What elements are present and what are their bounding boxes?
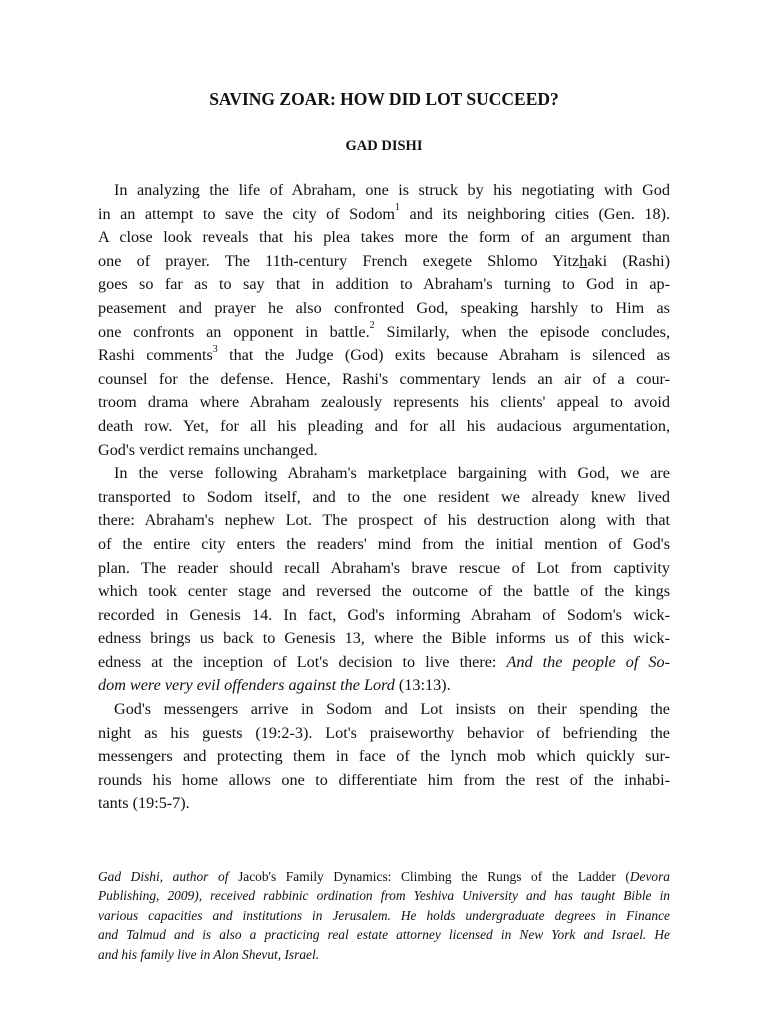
text-line: night as his guests (19:2-3). Lot's praiseworthy behavior of befriending the bbox=[98, 723, 670, 742]
paragraph-1 bbox=[98, 179, 670, 462]
author-note-line: Gad Dishi, author of Jacob's Family Dynamics: Climbing the Rungs of the Ladder (Devora bbox=[98, 869, 671, 884]
text-line: troom drama where Abraham zealously represents his clients' appeal to avoid bbox=[98, 393, 670, 412]
text-line: in an attempt to save the city of Sodom$^1$ and its neighboring cities (Gen. 18). bbox=[98, 202, 671, 223]
text-line: dom were very evil offenders against the Lord (13:13). bbox=[98, 676, 451, 695]
text-line: one of prayer. The 11th-century French exegete Shlomo Yitzhaki (Rashi) bbox=[98, 251, 670, 270]
footnote-mark: 1 bbox=[395, 202, 401, 214]
text-line: edness at the inception of Lot's decision to live there: And the people of So- bbox=[98, 652, 670, 671]
text-line: goes so far as to say that in addition to Abraham's turning to God in ap- bbox=[98, 275, 670, 294]
author-note-line: Publishing, 2009), received rabbinic ordination from Yeshiva University and has taught Bible in bbox=[98, 888, 670, 904]
article-title: SAVING ZOAR: HOW DID LOT SUCCEED? bbox=[209, 89, 559, 109]
text-line: tants (19:5-7). bbox=[98, 794, 190, 813]
text-line: plan. The reader should recall Abraham's brave rescue of Lot from captivity bbox=[98, 558, 670, 577]
paragraph-2 bbox=[98, 462, 670, 698]
author-note bbox=[98, 867, 670, 964]
article-body bbox=[98, 179, 670, 816]
text-line: recorded in Genesis 14. In fact, God's informing Abraham of Sodom's wick- bbox=[98, 605, 670, 624]
text-line: there: Abraham's nephew Lot. The prospect of his destruction along with that bbox=[98, 511, 670, 530]
quotation: dom were very evil offenders against the Lord bbox=[98, 676, 395, 695]
text-line: of the entire city enters the readers' mind from the initial mention of God's bbox=[98, 534, 670, 553]
footnote-mark: 3 bbox=[212, 343, 218, 355]
text-line: God's verdict remains unchanged. bbox=[98, 440, 318, 459]
text-line: rounds his home allows one to differentiate him from the rest of the inhabi- bbox=[98, 770, 670, 789]
text-line: peasement and prayer he also confronted God, speaking harshly to Him as bbox=[98, 298, 670, 317]
text-line: one confronts an opponent in battle.$^2$ Similarly, when the episode concludes, bbox=[98, 320, 670, 341]
article-author: GAD DISHI bbox=[345, 138, 423, 154]
author-note-line: and Talmud and is also a practicing real estate attorney licensed in New York and Israel. He bbox=[98, 927, 670, 943]
text-line: A close look reveals that his plea takes more the form of an argument than bbox=[98, 228, 670, 247]
text-line: which took center stage and reversed the outcome of the battle of the kings bbox=[98, 582, 670, 601]
text-line: death row. Yet, for all his pleading and for all his audacious argumentation, bbox=[98, 416, 670, 435]
text-line: Rashi comments$^3$ that the Judge (God) exits because Abraham is silenced as bbox=[98, 343, 670, 365]
text-line: God's messengers arrive in Sodom and Lot insists on their spending the bbox=[114, 700, 670, 719]
text-line: In the verse following Abraham's marketplace bargaining with God, we are bbox=[114, 464, 670, 483]
text-line: edness brings us back to Genesis 13, where the Bible informs us of this wick- bbox=[98, 629, 670, 648]
paragraph-3 bbox=[98, 698, 670, 816]
book-title: Jacob's Family Dynamics: Climbing the Rungs of the Ladder bbox=[238, 869, 616, 884]
footnote-mark: 2 bbox=[369, 320, 375, 332]
text-line: transported to Sodom itself, and to the one resident we already knew lived bbox=[98, 487, 670, 506]
author-note-line: various capacities and institutions in Jerusalem. He holds undergraduate degrees in Finance bbox=[98, 907, 670, 923]
text-line: messengers and protecting them in face of the lynch mob which quickly sur- bbox=[98, 747, 670, 766]
quotation: And the people of So- bbox=[506, 652, 670, 671]
text-line: counsel for the defense. Hence, Rashi's commentary lends an air of a cour- bbox=[98, 369, 670, 388]
author-note-line: and his family live in Alon Shevut, Israel. bbox=[98, 946, 320, 962]
article-page bbox=[98, 86, 670, 816]
text-line: In analyzing the life of Abraham, one is struck by his negotiating with God bbox=[114, 181, 670, 199]
